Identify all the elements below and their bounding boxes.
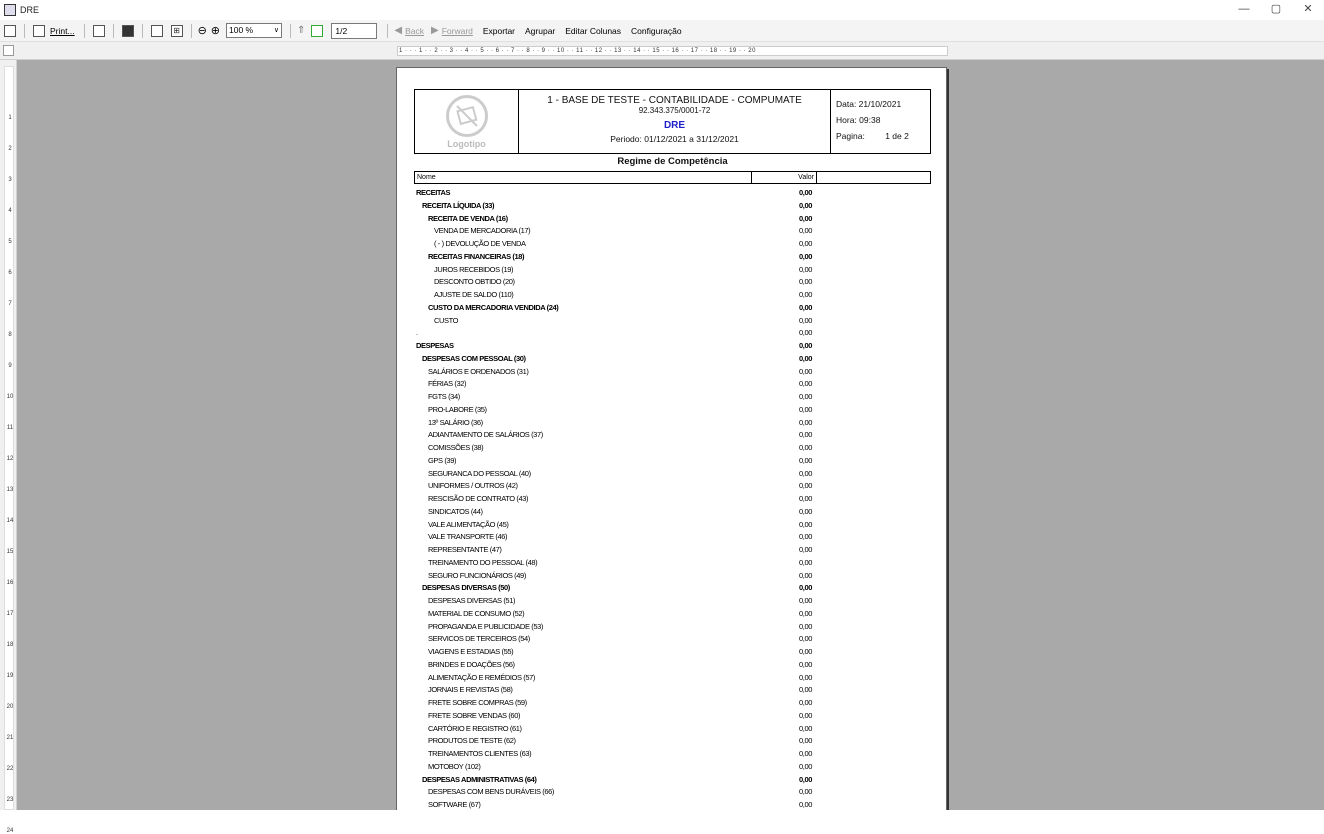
table-row — [416, 340, 931, 353]
table-row — [416, 468, 931, 481]
row-name: COMISSÕES (38) — [428, 443, 484, 452]
row-name: VENDA DE MERCADORIA (17) — [434, 226, 531, 236]
row-name: JUROS RECEBIDOS (19) — [434, 264, 514, 274]
table-row — [416, 455, 931, 468]
toolbar — [0, 20, 1324, 42]
print-button[interactable] — [29, 22, 80, 40]
row-name: UNIFORMES / OUTROS (42) — [428, 481, 518, 491]
ruler-mark: 21 — [6, 735, 14, 741]
row-name: RECEITA LÍQUIDA (33) — [422, 200, 495, 210]
toolbar-separator — [113, 24, 114, 38]
page-input[interactable]: 1/2 — [331, 23, 377, 39]
row-value: 0,00 — [799, 761, 812, 771]
ruler-mark: 22 — [6, 766, 14, 772]
row-name: PRODUTOS DE TESTE (62) — [428, 736, 516, 746]
row-name: SEGURANCA DO PESSOAL (40) — [428, 468, 531, 478]
row-name: TREINAMENTO DO PESSOAL (48) — [428, 557, 538, 567]
row-name: CARTÓRIO E REGISTRO (61) — [428, 723, 522, 733]
report-date: Data: 21/10/2021 — [836, 99, 902, 109]
row-name: CUSTO — [434, 315, 459, 325]
maximize-button[interactable]: ▢ — [1270, 3, 1282, 15]
row-name: VALE ALIMENTAÇÃO (45) — [428, 519, 509, 529]
row-name: . — [416, 328, 418, 338]
toolbar-separator — [387, 24, 388, 38]
zoom-select[interactable] — [226, 23, 282, 38]
report-title: DRE — [663, 120, 686, 131]
table-row — [416, 697, 931, 710]
table-row — [416, 646, 931, 659]
row-value: 0,00 — [799, 328, 812, 338]
row-value: 0,00 — [799, 341, 812, 350]
window-controls — [1228, 0, 1324, 20]
minimize-button[interactable]: — — [1238, 3, 1250, 15]
table-row — [416, 493, 931, 506]
table-row — [416, 315, 931, 328]
row-value: 0,00 — [799, 239, 812, 248]
table-row — [416, 710, 931, 723]
app-icon — [4, 4, 16, 16]
row-value: 0,00 — [799, 200, 812, 210]
row-name: DESPESAS DIVERSAS (51) — [428, 596, 516, 605]
title-bar — [0, 0, 1324, 20]
table-row — [416, 404, 931, 417]
ruler-mark: 20 — [6, 704, 14, 710]
ruler-mark: 23 — [6, 797, 14, 803]
row-name: MOTOBOY (102) — [428, 761, 481, 771]
table-row — [416, 276, 931, 289]
table-row — [416, 748, 931, 761]
editar-colunas-button[interactable] — [560, 22, 626, 40]
table-row — [416, 723, 931, 736]
row-value: 0,00 — [799, 404, 812, 414]
row-value: 0,00 — [799, 596, 812, 605]
row-value: 0,00 — [799, 430, 812, 440]
zoom-in-icon: ⊕ — [210, 25, 220, 37]
zoom-out-button[interactable] — [196, 22, 209, 40]
arrow-down-icon — [311, 25, 323, 37]
agrupar-label: Agrupar — [525, 25, 556, 36]
toolbar-separator — [84, 24, 85, 38]
logo-placeholder-icon — [446, 95, 488, 137]
row-name: DESPESAS — [416, 341, 454, 350]
row-name: DESPESAS COM PESSOAL (30) — [422, 353, 526, 363]
single-page-button[interactable] — [147, 22, 167, 40]
toolbar-separator — [290, 24, 291, 38]
row-value: 0,00 — [799, 672, 812, 682]
vertical-ruler-scale — [4, 66, 14, 834]
row-value: 0,00 — [799, 468, 812, 478]
row-value: 0,00 — [799, 583, 812, 593]
row-value: 0,00 — [799, 213, 812, 223]
horizontal-ruler-scale: 1 · · · 1 · · 2 · · 3 · · 4 · · 5 · · 6 · · 7 · · 8 · · 9 · · 10 · · 11 · · 12 · · 13 · · 14 · · 15 · · 16 · · 17 · · 18 · · 19 · · 20 — [397, 46, 948, 56]
table-row — [416, 238, 931, 251]
ruler-mark: 14 — [6, 518, 14, 524]
ruler-mark: 3 — [8, 177, 12, 183]
table-row — [416, 353, 931, 366]
arrow-up-icon: ⇑ — [297, 25, 306, 36]
table-row — [416, 302, 931, 315]
table-row — [416, 582, 931, 595]
table-row — [416, 391, 931, 404]
zoom-in-button[interactable] — [209, 22, 222, 40]
row-name: CUSTO DA MERCADORIA VENDIDA (24) — [428, 302, 559, 312]
ruler-mark: 12 — [6, 456, 14, 462]
row-value: 0,00 — [799, 749, 812, 758]
report-time: Hora: 09:38 — [836, 115, 881, 125]
table-row — [416, 531, 931, 544]
report-page — [396, 67, 947, 810]
back-label: Back — [405, 25, 424, 36]
row-value: 0,00 — [799, 659, 812, 669]
toolbar-separator — [191, 24, 192, 38]
table-row — [416, 544, 931, 557]
logo-cell — [415, 90, 519, 153]
table-row — [416, 799, 931, 810]
row-value: 0,00 — [799, 392, 812, 401]
ruler-mark: 10 — [6, 394, 14, 400]
report-page-info — [836, 128, 930, 144]
row-name: SOFTWARE (67) — [428, 800, 481, 809]
single-page-icon — [151, 25, 163, 37]
configuracao-label: Configuração — [631, 25, 682, 36]
column-header — [414, 171, 931, 184]
row-name: REPRESENTANTE (47) — [428, 545, 502, 554]
ruler-mark: 16 — [6, 580, 14, 586]
forward-button[interactable] — [429, 22, 478, 40]
next-page-button[interactable] — [307, 22, 327, 40]
row-value: 0,00 — [799, 379, 812, 389]
ruler-mark: 13 — [6, 487, 14, 493]
row-name: FGTS (34) — [428, 392, 460, 401]
table-row — [416, 251, 931, 264]
info-cell — [831, 90, 930, 153]
agrupar-button[interactable] — [520, 22, 560, 40]
row-name: DESPESAS DIVERSAS (50) — [422, 583, 510, 593]
toolbar-separator — [24, 24, 25, 38]
row-name: AJUSTE DE SALDO (110) — [434, 290, 514, 299]
grid-icon: ⊞ — [171, 25, 183, 37]
row-name: DESPESAS ADMINISTRATIVAS (64) — [422, 774, 537, 784]
page-number: 1 de 2 — [885, 131, 909, 141]
row-name: RECEITAS FINANCEIRAS (18) — [428, 251, 525, 261]
table-row — [416, 200, 931, 213]
report-rows — [416, 187, 931, 810]
window-title: DRE — [20, 5, 40, 15]
row-value: 0,00 — [799, 506, 812, 516]
table-row — [416, 225, 931, 238]
table-row — [416, 417, 931, 430]
layout-button[interactable] — [0, 22, 20, 40]
row-value: 0,00 — [799, 353, 812, 363]
zoom-out-icon: ⊖ — [197, 25, 207, 37]
vertical-ruler — [0, 60, 17, 834]
table-row — [416, 442, 931, 455]
table-row — [416, 327, 931, 340]
row-value: 0,00 — [799, 608, 812, 618]
table-row — [416, 264, 931, 277]
close-button[interactable]: ✕ — [1303, 3, 1313, 15]
row-name: PRO-LABORE (35) — [428, 404, 487, 414]
row-value: 0,00 — [799, 787, 812, 797]
find-button[interactable] — [118, 22, 138, 40]
table-row — [416, 672, 931, 685]
row-name: GPS (39) — [428, 455, 457, 465]
table-row — [416, 608, 931, 621]
row-name: FRETE SOBRE VENDAS (60) — [428, 710, 521, 720]
exportar-button[interactable] — [478, 22, 520, 40]
horizontal-ruler — [0, 42, 1324, 60]
row-name: RECEITA DE VENDA (16) — [428, 213, 508, 223]
column-header-nome: Nome — [415, 172, 752, 183]
row-name: BRINDES E DOAÇÕES (56) — [428, 659, 515, 669]
table-row — [416, 633, 931, 646]
row-value: 0,00 — [799, 455, 812, 465]
table-row — [416, 480, 931, 493]
ruler-mark: 17 — [6, 611, 14, 617]
row-name: SEGURO FUNCIONÁRIOS (49) — [428, 570, 526, 580]
company-name: 1 - BASE DE TESTE - CONTABILIDADE - COMPUMATE — [547, 95, 802, 106]
copy-button[interactable] — [89, 22, 109, 40]
row-name: VIAGENS E ESTADIAS (55) — [428, 647, 514, 656]
company-cell — [519, 90, 831, 153]
chevron-down-icon: ∨ — [273, 27, 279, 34]
zoom-value: 100 % — [229, 25, 254, 35]
row-value: 0,00 — [799, 226, 812, 236]
ruler-mark: 4 — [8, 208, 12, 214]
row-name: DESPESAS COM BENS DURÁVEIS (66) — [428, 787, 554, 797]
configuracao-button[interactable] — [626, 22, 687, 40]
table-row — [416, 366, 931, 379]
table-row — [416, 378, 931, 391]
row-value: 0,00 — [799, 634, 812, 644]
company-cnpj: 92.343.375/0001-72 — [638, 106, 711, 115]
row-value: 0,00 — [799, 736, 812, 746]
ruler-mark: 19 — [6, 673, 14, 679]
toolbar-separator — [142, 24, 143, 38]
logo-text: Logotipo — [447, 138, 486, 149]
ruler-mark: 24 — [6, 828, 14, 834]
table-row — [416, 557, 931, 570]
row-value: 0,00 — [799, 481, 812, 491]
table-row — [416, 289, 931, 302]
back-button[interactable] — [392, 22, 429, 40]
row-value: 0,00 — [799, 519, 812, 529]
row-name: SALÁRIOS E ORDENADOS (31) — [428, 366, 529, 376]
ruler-mark: 15 — [6, 549, 14, 555]
binoculars-icon — [122, 25, 134, 37]
row-value: 0,00 — [799, 723, 812, 733]
ruler-mark: 6 — [8, 270, 12, 276]
row-name: FÉRIAS (32) — [428, 379, 467, 389]
ruler-mark: 18 — [6, 642, 14, 648]
row-name: DESCONTO OBTIDO (20) — [434, 277, 515, 287]
back-arrow-icon: ◀ — [394, 25, 403, 36]
row-value: 0,00 — [799, 366, 812, 376]
row-value: 0,00 — [799, 774, 812, 784]
ruler-mark: 9 — [8, 363, 12, 369]
row-name: ( - ) DEVOLUÇÃO DE VENDA — [434, 239, 526, 248]
table-row — [416, 595, 931, 608]
forward-arrow-icon: ▶ — [431, 25, 439, 36]
row-value: 0,00 — [799, 264, 812, 274]
row-value: 0,00 — [799, 800, 812, 809]
multi-page-button[interactable] — [167, 22, 187, 40]
row-name: ADIANTAMENTO DE SALÁRIOS (37) — [428, 430, 543, 440]
table-row — [416, 213, 931, 226]
row-value: 0,00 — [799, 277, 812, 287]
ruler-mark: 5 — [8, 239, 12, 245]
row-value: 0,00 — [799, 557, 812, 567]
row-value: 0,00 — [799, 545, 812, 554]
row-value: 0,00 — [799, 290, 812, 299]
table-row — [416, 761, 931, 774]
page-label: Pagina: — [836, 131, 865, 141]
table-row — [416, 684, 931, 697]
table-row — [416, 506, 931, 519]
row-name: SERVICOS DE TERCEIROS (54) — [428, 634, 530, 644]
row-value: 0,00 — [799, 621, 812, 631]
row-name: VALE TRANSPORTE (46) — [428, 532, 508, 542]
row-value: 0,00 — [799, 443, 812, 452]
print-label: Print... — [50, 25, 75, 36]
table-row — [416, 519, 931, 532]
row-value: 0,00 — [799, 685, 812, 695]
regime-title: Regime de Competência — [617, 156, 728, 167]
row-name: FRETE SOBRE COMPRAS (59) — [428, 698, 527, 707]
row-name: RECEITAS — [416, 188, 451, 197]
row-name: TREINAMENTOS CLIENTES (63) — [428, 749, 532, 758]
row-value: 0,00 — [799, 532, 812, 542]
row-name: MATERIAL DE CONSUMO (52) — [428, 608, 525, 618]
row-value: 0,00 — [799, 315, 812, 325]
row-value: 0,00 — [799, 710, 812, 720]
preview-workspace[interactable] — [17, 60, 1324, 810]
table-row — [416, 621, 931, 634]
forward-label: Forward — [441, 25, 473, 36]
table-row — [416, 570, 931, 583]
previous-page-button[interactable] — [295, 22, 307, 40]
row-name: ALIMENTAÇÃO E REMÉDIOS (57) — [428, 672, 535, 682]
ruler-mark: 2 — [8, 146, 12, 152]
copy-icon — [93, 25, 105, 37]
row-name: RESCISÃO DE CONTRATO (43) — [428, 494, 529, 503]
table-row — [416, 774, 931, 787]
table-row — [416, 659, 931, 672]
ruler-mark: 11 — [6, 425, 14, 431]
ruler-corner — [3, 45, 14, 56]
row-value: 0,00 — [799, 570, 812, 580]
table-row — [416, 786, 931, 799]
layout-icon — [4, 25, 16, 37]
row-value: 0,00 — [799, 647, 812, 656]
ruler-mark: 7 — [8, 301, 12, 307]
table-row — [416, 735, 931, 748]
row-value: 0,00 — [799, 698, 812, 707]
table-row — [416, 187, 931, 200]
row-value: 0,00 — [799, 188, 812, 197]
row-value: 0,00 — [799, 494, 812, 503]
printer-icon — [33, 25, 45, 37]
report-header — [414, 89, 931, 154]
column-header-valor: Valor — [752, 172, 817, 183]
exportar-label: Exportar — [482, 25, 516, 36]
ruler-mark: 1 — [8, 115, 12, 121]
row-value: 0,00 — [799, 302, 812, 312]
row-name: PROPAGANDA E PUBLICIDADE (53) — [428, 621, 543, 631]
row-name: 13º SALÁRIO (36) — [428, 417, 483, 427]
editar-colunas-label: Editar Colunas — [565, 25, 622, 36]
row-name: SINDICATOS (44) — [428, 506, 483, 516]
row-name: JORNAIS E REVISTAS (58) — [428, 685, 513, 695]
ruler-mark: 8 — [8, 332, 12, 338]
row-value: 0,00 — [799, 417, 812, 427]
row-value: 0,00 — [799, 251, 812, 261]
table-row — [416, 429, 931, 442]
report-period: Periodo: 01/12/2021 a 31/12/2021 — [610, 134, 739, 144]
